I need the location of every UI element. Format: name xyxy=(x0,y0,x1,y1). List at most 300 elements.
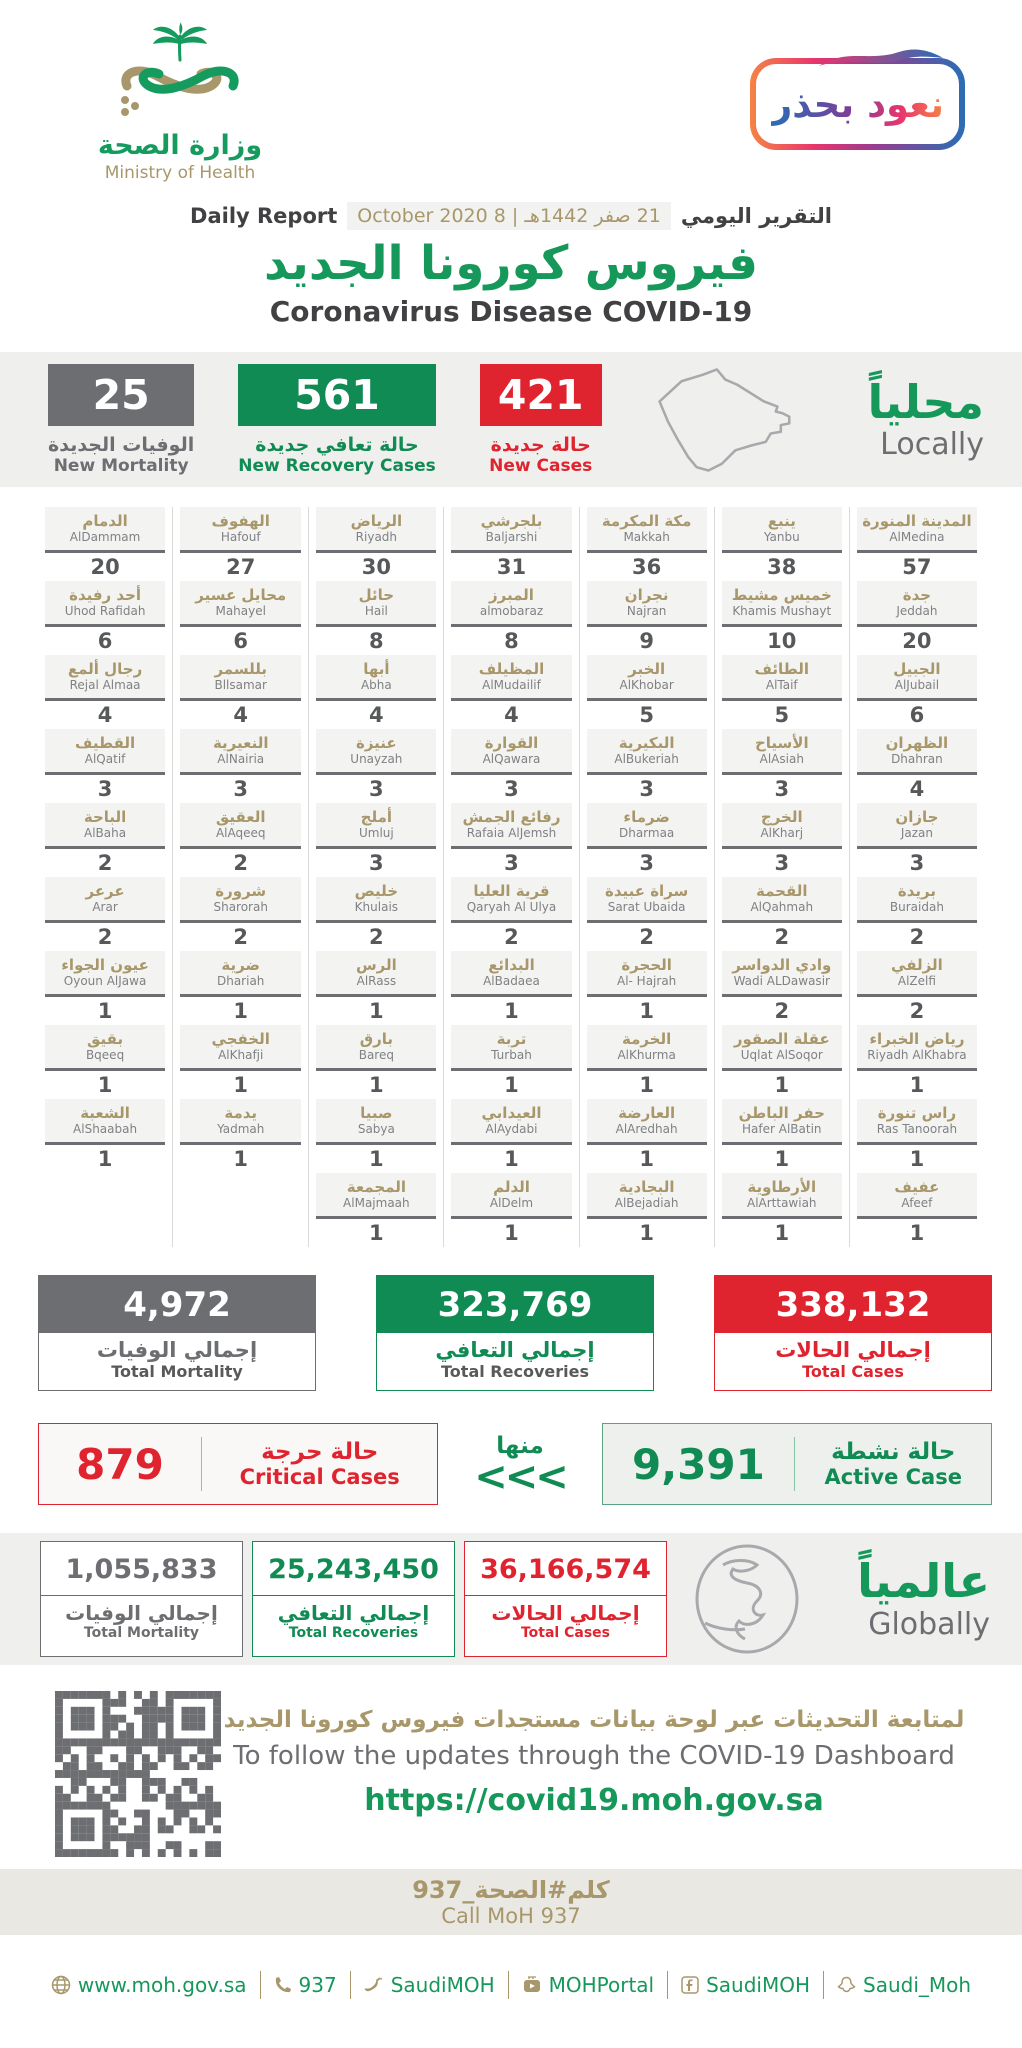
city-name-en: AlBejadiah xyxy=(614,1195,679,1210)
city-cell xyxy=(45,729,165,803)
locally-label xyxy=(867,374,984,463)
divider xyxy=(260,1971,261,1999)
total-mortality-box xyxy=(38,1275,316,1391)
critical-cases-label-en: Critical Cases xyxy=(239,1465,400,1489)
website-link[interactable] xyxy=(51,1973,247,1997)
totals-section xyxy=(38,1275,992,1391)
city-cell xyxy=(316,803,436,877)
city-cell xyxy=(857,507,977,581)
new-recovery-label-ar: حالة تعافي جديدة xyxy=(255,433,419,456)
twitter-icon xyxy=(364,1976,384,1994)
city-name-ar: بارق xyxy=(359,1029,393,1048)
city-name-box xyxy=(857,655,977,701)
city-name-en: AlNairia xyxy=(217,751,265,766)
city-name-ar: الخبر xyxy=(628,659,666,678)
city-name-en: Sarat Ubaida xyxy=(607,899,686,914)
title-arabic: فيروس كورونا الجديد xyxy=(264,236,758,291)
city-name-en: AlJubail xyxy=(894,677,940,692)
city-name-ar: رياض الخبراء xyxy=(869,1029,965,1048)
city-new-cases-count: 27 xyxy=(226,555,256,579)
city-name-ar: المجمعة xyxy=(346,1177,406,1196)
city-name-en: AlKhobar xyxy=(619,677,674,692)
city-name-en: Turbah xyxy=(491,1047,532,1062)
city-name-box xyxy=(180,507,301,553)
city-new-cases-count: 2 xyxy=(639,925,654,949)
city-name-ar: البجادية xyxy=(618,1177,675,1196)
city-name-en: Abha xyxy=(360,677,392,692)
facebook-link[interactable] xyxy=(681,1973,810,1997)
city-cell xyxy=(180,803,301,877)
city-new-cases-count: 1 xyxy=(233,999,249,1023)
city-cell xyxy=(587,655,707,729)
twitter-label: SaudiMOH xyxy=(390,1973,495,1997)
city-name-box xyxy=(722,951,842,997)
city-name-box xyxy=(451,803,571,849)
city-name-en: Najran xyxy=(626,603,667,618)
city-name-en: Jazan xyxy=(900,825,933,840)
city-name-en: Makkah xyxy=(623,529,670,544)
new-recovery-stat xyxy=(238,364,435,476)
city-cell xyxy=(587,877,707,951)
city-new-cases-count: 5 xyxy=(639,703,654,727)
city-new-cases-count: 9 xyxy=(639,629,654,653)
call-moh-en: Call MoH 937 xyxy=(441,1904,581,1928)
city-cell xyxy=(857,877,977,951)
city-name-box xyxy=(180,581,301,627)
city-name-en: Dhariah xyxy=(216,973,265,988)
new-recovery-value: 561 xyxy=(238,364,435,426)
city-name-box xyxy=(180,729,301,775)
city-name-box xyxy=(451,877,571,923)
city-name-en: AlKharj xyxy=(760,825,804,840)
city-new-cases-count: 1 xyxy=(369,999,384,1023)
website-label: www.moh.gov.sa xyxy=(77,1973,247,1997)
globally-label-ar: عالمياً xyxy=(857,1554,990,1609)
city-name-ar: يدمة xyxy=(224,1103,258,1122)
city-name-box xyxy=(316,803,436,849)
new-cases-label-ar: حالة جديدة xyxy=(490,433,591,456)
city-name-ar: الظهران xyxy=(885,733,949,752)
city-name-en: Bqeeq xyxy=(85,1047,125,1062)
city-new-cases-count: 3 xyxy=(504,777,519,801)
dashboard-text-en: To follow the updates through the COVID-19 Dashboard xyxy=(233,1741,955,1771)
city-name-box xyxy=(857,877,977,923)
city-name-ar: الخرمة xyxy=(621,1029,672,1048)
snapchat-link[interactable] xyxy=(837,1973,971,1997)
phone-label: 937 xyxy=(298,1973,337,1997)
city-new-cases-count: 3 xyxy=(369,777,384,801)
city-name-box xyxy=(180,877,301,923)
city-cell xyxy=(180,951,301,1025)
city-cell xyxy=(857,1099,977,1173)
city-name-en: Khamis Mushayt xyxy=(732,603,832,618)
city-new-cases-count: 1 xyxy=(774,1073,790,1097)
city-new-cases-count: 1 xyxy=(369,1221,384,1245)
city-name-box xyxy=(316,507,436,553)
city-new-cases-count: 1 xyxy=(504,1147,519,1171)
total-recoveries-box xyxy=(376,1275,654,1391)
qr-code xyxy=(55,1691,221,1857)
twitter-link[interactable] xyxy=(364,1973,495,1997)
total-recoveries-label-en: Total Recoveries xyxy=(441,1362,589,1381)
city-name-en: Mahayel xyxy=(215,603,266,618)
total-recoveries-label-ar: إجمالي التعافي xyxy=(435,1338,595,1362)
city-new-cases-count: 6 xyxy=(97,629,113,653)
city-name-en: AlTaif xyxy=(765,677,798,692)
divider xyxy=(508,1971,509,1999)
city-new-cases-count: 2 xyxy=(504,925,519,949)
city-name-ar: الطائف xyxy=(754,659,810,678)
city-cell xyxy=(722,507,842,581)
city-cell xyxy=(316,581,436,655)
city-new-cases-count: 3 xyxy=(639,851,654,875)
city-name-en: Rafaia AlJemsh xyxy=(466,825,557,840)
city-grid xyxy=(38,507,984,1247)
city-new-cases-count: 3 xyxy=(774,777,790,801)
city-new-cases-count: 1 xyxy=(97,999,113,1023)
active-cases-value: 9,391 xyxy=(632,1439,765,1489)
city-new-cases-count: 1 xyxy=(909,1073,925,1097)
city-cell xyxy=(45,507,165,581)
city-name-ar: بللسمر xyxy=(214,659,267,678)
city-new-cases-count: 1 xyxy=(639,1147,654,1171)
city-new-cases-count: 1 xyxy=(233,1073,249,1097)
report-date: 21 صفر 1442هـ | 8 October 2020 xyxy=(347,202,671,230)
city-cell xyxy=(857,581,977,655)
city-name-box xyxy=(316,1025,436,1071)
divider xyxy=(794,1437,796,1491)
city-name-ar: الجبيل xyxy=(893,659,941,678)
city-name-ar: عفيف xyxy=(894,1177,940,1196)
divider xyxy=(201,1437,203,1491)
active-cases-label-ar: حالة نشطة xyxy=(831,1439,956,1465)
city-name-ar: الهفوف xyxy=(211,511,270,530)
city-new-cases-count: 2 xyxy=(774,925,790,949)
city-new-cases-count: 5 xyxy=(774,703,790,727)
city-new-cases-count: 31 xyxy=(496,555,527,579)
logo-arabic-name: وزارة الصحة xyxy=(97,130,263,161)
city-name-box xyxy=(45,1025,165,1071)
city-name-box xyxy=(587,951,707,997)
city-name-en: Arar xyxy=(92,899,118,914)
city-new-cases-count: 1 xyxy=(909,1221,925,1245)
city-name-box xyxy=(316,729,436,775)
city-name-ar: الزلفي xyxy=(891,955,943,974)
city-name-ar: بريدة xyxy=(897,881,936,900)
city-column xyxy=(173,507,308,1247)
city-new-cases-count: 1 xyxy=(774,1147,790,1171)
city-name-box xyxy=(587,877,707,923)
city-cell xyxy=(45,1099,165,1173)
city-name-ar: شرورة xyxy=(215,881,267,900)
city-name-ar: الرس xyxy=(355,955,397,974)
locally-label-en: Locally xyxy=(880,427,984,463)
global-mortality-label-en: Total Mortality xyxy=(83,1625,200,1641)
global-mortality-value: 1,055,833 xyxy=(41,1542,242,1596)
city-new-cases-count: 2 xyxy=(233,851,249,875)
city-name-en: AlShaabah xyxy=(73,1121,138,1136)
city-name-en: Umluj xyxy=(358,825,394,840)
city-name-ar: صبيا xyxy=(360,1103,393,1122)
city-name-en: Hafer AlBatin xyxy=(742,1121,822,1136)
global-cases-label-ar: إجمالي الحالات xyxy=(491,1601,640,1625)
new-mortality-label-en: New Mortality xyxy=(53,455,189,476)
global-cases-value: 36,166,574 xyxy=(465,1542,666,1596)
city-cell xyxy=(451,655,571,729)
city-new-cases-count: 2 xyxy=(97,851,113,875)
breakdown-section xyxy=(38,1421,992,1507)
city-name-en: Sabya xyxy=(357,1121,395,1136)
city-cell xyxy=(587,729,707,803)
city-name-box xyxy=(722,1025,842,1071)
city-cell xyxy=(722,729,842,803)
city-name-en: AlBukeriah xyxy=(614,751,679,766)
city-name-box xyxy=(316,655,436,701)
youtube-link[interactable] xyxy=(522,1973,655,1997)
city-cell xyxy=(722,951,842,1025)
city-name-box xyxy=(180,1099,301,1145)
city-name-en: Rejal Almaa xyxy=(69,677,141,692)
city-name-box xyxy=(451,507,571,553)
city-name-ar: بلجرشي xyxy=(480,511,543,530)
city-cell xyxy=(45,1025,165,1099)
city-new-cases-count: 1 xyxy=(504,1221,519,1245)
city-cell xyxy=(316,1025,436,1099)
city-name-ar: راس تنورة xyxy=(877,1103,957,1122)
city-name-en: AlBadaea xyxy=(483,973,540,988)
city-name-box xyxy=(587,507,707,553)
city-cell xyxy=(857,951,977,1025)
city-cell xyxy=(857,803,977,877)
city-new-cases-count: 8 xyxy=(504,629,519,653)
city-name-ar: خميس مشيط xyxy=(731,585,832,604)
city-cell xyxy=(316,729,436,803)
city-name-en: Jeddah xyxy=(896,603,938,618)
city-cell xyxy=(45,581,165,655)
badge-text: نعود بحذر xyxy=(770,82,945,126)
city-name-ar: جازان xyxy=(895,807,939,826)
city-name-en: almobaraz xyxy=(479,603,544,618)
city-name-box xyxy=(451,729,571,775)
city-new-cases-count: 10 xyxy=(767,629,797,653)
city-new-cases-count: 38 xyxy=(767,555,797,579)
city-name-box xyxy=(722,1099,842,1145)
city-name-en: AlRass xyxy=(356,973,397,988)
dashboard-text-ar: لمتابعة التحديثات عبر لوحة بيانات مستجدات فيروس كورونا الجديد xyxy=(223,1707,965,1733)
city-name-box xyxy=(722,655,842,701)
city-new-cases-count: 3 xyxy=(774,851,790,875)
city-name-ar: خليص xyxy=(354,881,399,900)
city-name-en: Hail xyxy=(364,603,388,618)
new-recovery-label-en: New Recovery Cases xyxy=(238,455,436,476)
daily-report-arabic: التقرير اليومي xyxy=(680,204,832,228)
city-name-ar: العيدابي xyxy=(481,1103,542,1122)
city-name-ar: عرعر xyxy=(85,881,125,900)
city-cell xyxy=(451,1173,571,1247)
saudi-arabia-map-icon xyxy=(636,361,796,479)
city-name-ar: عنيزة xyxy=(356,733,397,752)
city-name-box xyxy=(587,655,707,701)
city-name-ar: رجال ألمع xyxy=(67,659,143,678)
city-name-box xyxy=(180,655,301,701)
city-name-ar: حفر الباطن xyxy=(738,1103,825,1122)
city-new-cases-count: 4 xyxy=(233,703,249,727)
city-name-ar: الدلم xyxy=(493,1177,530,1196)
city-name-en: AlQatif xyxy=(84,751,126,766)
city-name-en: AlDammam xyxy=(69,529,141,544)
facebook-label: SaudiMOH xyxy=(706,1973,811,1997)
city-name-box xyxy=(587,1173,707,1219)
city-cell xyxy=(722,581,842,655)
city-name-en: Sharorah xyxy=(213,899,268,914)
city-name-en: Yanbu xyxy=(763,529,800,544)
city-cell xyxy=(316,951,436,1025)
city-new-cases-count: 3 xyxy=(97,777,113,801)
global-recoveries-box xyxy=(252,1541,455,1657)
city-name-en: Qaryah Al Ulya xyxy=(466,899,557,914)
city-cell xyxy=(587,1025,707,1099)
city-name-en: AlAredhah xyxy=(615,1121,678,1136)
city-name-box xyxy=(451,581,571,627)
city-name-en: Afeef xyxy=(901,1195,933,1210)
city-name-en: AlMedina xyxy=(889,529,945,544)
city-cell xyxy=(45,951,165,1025)
global-mortality-box xyxy=(40,1541,243,1657)
city-name-en: AlQawara xyxy=(482,751,541,766)
city-new-cases-count: 2 xyxy=(909,999,925,1023)
globe-icon xyxy=(51,1975,71,1995)
city-new-cases-count: 1 xyxy=(97,1147,113,1171)
city-name-en: AlMajmaah xyxy=(343,1195,410,1210)
city-new-cases-count: 20 xyxy=(90,555,120,579)
city-name-ar: جدة xyxy=(902,585,932,604)
city-name-en: Dharmaa xyxy=(618,825,675,840)
youtube-label: MOHPortal xyxy=(548,1973,655,1997)
city-name-box xyxy=(857,507,977,553)
city-name-en: Bllsamar xyxy=(214,677,267,692)
city-name-box xyxy=(722,581,842,627)
logo-english-name: Ministry of Health xyxy=(104,163,256,183)
city-new-cases-count: 1 xyxy=(369,1147,384,1171)
city-column xyxy=(579,507,714,1247)
city-name-en: AlKhafji xyxy=(218,1047,264,1062)
globe-earth-icon xyxy=(693,1543,801,1655)
critical-cases-value: 879 xyxy=(76,1439,164,1489)
city-name-box xyxy=(45,877,165,923)
city-new-cases-count: 1 xyxy=(639,1073,654,1097)
city-name-box xyxy=(451,655,571,701)
city-name-box xyxy=(45,581,165,627)
new-cases-value: 421 xyxy=(480,364,602,426)
city-name-box xyxy=(45,507,165,553)
date-line xyxy=(0,202,1022,230)
city-name-box xyxy=(857,1099,977,1145)
dashboard-url-link[interactable]: https://covid19.moh.gov.sa xyxy=(364,1783,824,1818)
city-cell xyxy=(451,803,571,877)
critical-cases-box xyxy=(38,1423,438,1505)
active-cases-box xyxy=(602,1423,992,1505)
global-mortality-label-ar: إجمالي الوفيات xyxy=(65,1601,218,1625)
city-name-en: AlQahmah xyxy=(750,899,814,914)
city-new-cases-count: 2 xyxy=(774,999,790,1023)
total-recoveries-value: 323,769 xyxy=(377,1276,653,1333)
city-cell xyxy=(316,1173,436,1247)
new-mortality-label-ar: الوفيات الجديدة xyxy=(48,433,195,456)
city-name-ar: القطيف xyxy=(74,733,136,752)
city-name-ar: الباحة xyxy=(83,807,127,826)
city-name-box xyxy=(722,803,842,849)
globally-label-en: Globally xyxy=(868,1606,990,1642)
global-cases-box xyxy=(464,1541,667,1657)
city-name-ar: المظيلف xyxy=(478,659,545,678)
city-new-cases-count: 2 xyxy=(97,925,113,949)
city-name-box xyxy=(45,655,165,701)
global-recoveries-label-ar: إجمالي التعافي xyxy=(277,1601,430,1625)
city-name-box xyxy=(451,1025,571,1071)
city-name-en: Riyadh AlKhabra xyxy=(867,1047,967,1062)
city-name-box xyxy=(857,951,977,997)
city-cell xyxy=(180,655,301,729)
city-cell xyxy=(587,1099,707,1173)
city-new-cases-count: 36 xyxy=(632,555,662,579)
city-name-box xyxy=(722,877,842,923)
city-cell xyxy=(316,1099,436,1173)
city-name-ar: مكة المكرمة xyxy=(601,511,692,530)
city-name-box xyxy=(857,1173,977,1219)
city-new-cases-count: 8 xyxy=(369,629,384,653)
new-mortality-value: 25 xyxy=(48,364,194,426)
city-name-en: Buraidah xyxy=(889,899,944,914)
call-moh-ar: كلم#الصحة_937 xyxy=(412,1876,610,1904)
call-moh-bar xyxy=(0,1869,1022,1935)
phone-icon xyxy=(274,1976,292,1994)
moh-palm-logo-icon xyxy=(113,22,248,124)
city-new-cases-count: 4 xyxy=(369,703,384,727)
city-cell xyxy=(857,1025,977,1099)
city-column xyxy=(38,507,173,1247)
chevrons-left-icon: <<< xyxy=(474,1454,566,1500)
city-cell xyxy=(451,729,571,803)
city-name-box xyxy=(316,951,436,997)
city-cell xyxy=(587,507,707,581)
city-cell xyxy=(722,1025,842,1099)
city-name-ar: البدائع xyxy=(488,955,535,974)
city-name-ar: أبها xyxy=(363,659,390,678)
city-cell xyxy=(180,729,301,803)
city-new-cases-count: 1 xyxy=(97,1073,113,1097)
city-name-en: Bareq xyxy=(358,1047,394,1062)
total-cases-value: 338,132 xyxy=(715,1276,991,1333)
city-name-en: AlDelm xyxy=(489,1195,534,1210)
city-name-ar: الحجرة xyxy=(621,955,672,974)
city-name-en: AlZelfi xyxy=(897,973,936,988)
city-new-cases-count: 1 xyxy=(639,999,654,1023)
city-name-box xyxy=(857,581,977,627)
city-name-en: Unayzah xyxy=(350,751,403,766)
phone-link[interactable] xyxy=(274,1973,337,1997)
total-cases-box xyxy=(714,1275,992,1391)
city-cell xyxy=(180,507,301,581)
city-name-en: Hafouf xyxy=(220,529,261,544)
city-cell xyxy=(722,1099,842,1173)
city-name-en: AlKhurma xyxy=(617,1047,676,1062)
snapchat-label: Saudi_Moh xyxy=(863,1973,972,1997)
facebook-icon xyxy=(681,1976,699,1994)
locally-label-ar: محلياً xyxy=(867,374,984,429)
city-cell xyxy=(587,951,707,1025)
divider xyxy=(350,1971,351,1999)
city-name-box xyxy=(316,1173,436,1219)
